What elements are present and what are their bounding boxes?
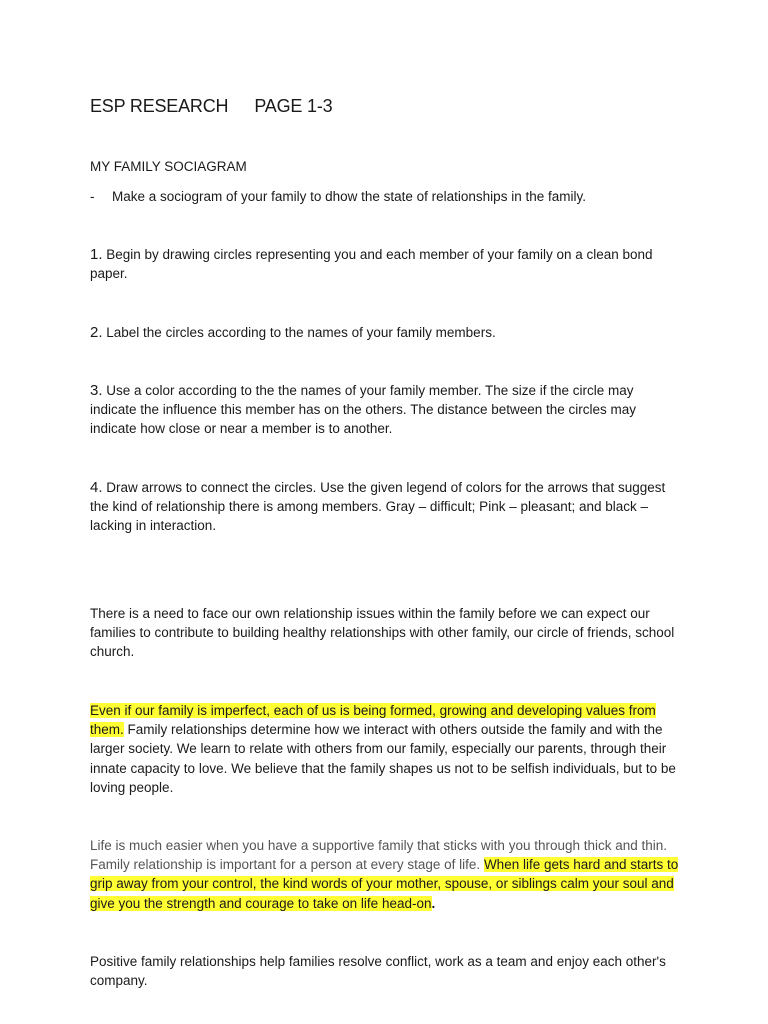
title-left: ESP RESEARCH: [90, 96, 229, 116]
step-4: [90, 478, 682, 536]
document-page: [90, 0, 690, 1024]
paragraph-2: [90, 701, 682, 797]
step-number: 4.: [90, 479, 103, 496]
paragraph-3: [90, 836, 682, 913]
highlighted-text: When life gets hard and starts to grip away from your control, the kind words of your mother, spouse, or siblings calm your soul and give you the strength and courage to take on life head-on: [90, 857, 679, 911]
step-2: [90, 323, 682, 342]
paragraph-text: Family relationships determine how we interact with others outside the family and with the larger society. We learn to relate with others from our family, especially our parents, through their innate capacity to love. We believe that the family shapes us not to be selfish individuals, but to be loving people.: [90, 722, 676, 795]
intro-dash: -: [90, 189, 95, 204]
highlighted-text: Even if our family is imperfect, each of us is being formed, growing and developing values from them.: [90, 703, 656, 738]
paragraph-end: .: [431, 895, 436, 911]
paragraph-text: Life is much easier when you have a supportive family that sticks with you through thick and thin. Family relationship is important for a person at every stage of life.: [90, 838, 668, 873]
step-text: Label the circles according to the names of your family members.: [102, 325, 496, 340]
step-3: [90, 381, 682, 439]
step-text: Use a color according to the the names of your family member. The size if the circle may indicate the influence this member has on the others. The distance between the circles may indicate how close or near a member is to another.: [90, 383, 637, 437]
intro-text: Make a sociogram of your family to dhow the state of relationships in the family.: [112, 189, 586, 204]
step-number: 2.: [90, 324, 103, 341]
section-heading: MY FAMILY SOCIAGRAM: [90, 159, 247, 174]
title-right: PAGE 1-3: [254, 96, 333, 116]
step-number: 3.: [90, 382, 103, 399]
document-title: [90, 94, 332, 118]
step-text: Begin by drawing circles representing you and each member of your family on a clean bond paper.: [90, 247, 653, 282]
step-text: Draw arrows to connect the circles. Use the given legend of colors for the arrows that suggest the kind of relationship there is among members. Gray – difficult; Pink – pleasant; and black – lacking in interaction.: [90, 480, 666, 534]
step-1: [90, 245, 682, 283]
step-number: 1.: [90, 246, 103, 263]
paragraph-1: There is a need to face our own relationship issues within the family before we can expect our families to contribute to building healthy relationships with other family, our circle of friends, school church.: [90, 606, 675, 660]
intro-line: [90, 187, 586, 206]
paragraph-4: Positive family relationships help families resolve conflict, work as a team and enjoy each other's company.: [90, 954, 666, 989]
